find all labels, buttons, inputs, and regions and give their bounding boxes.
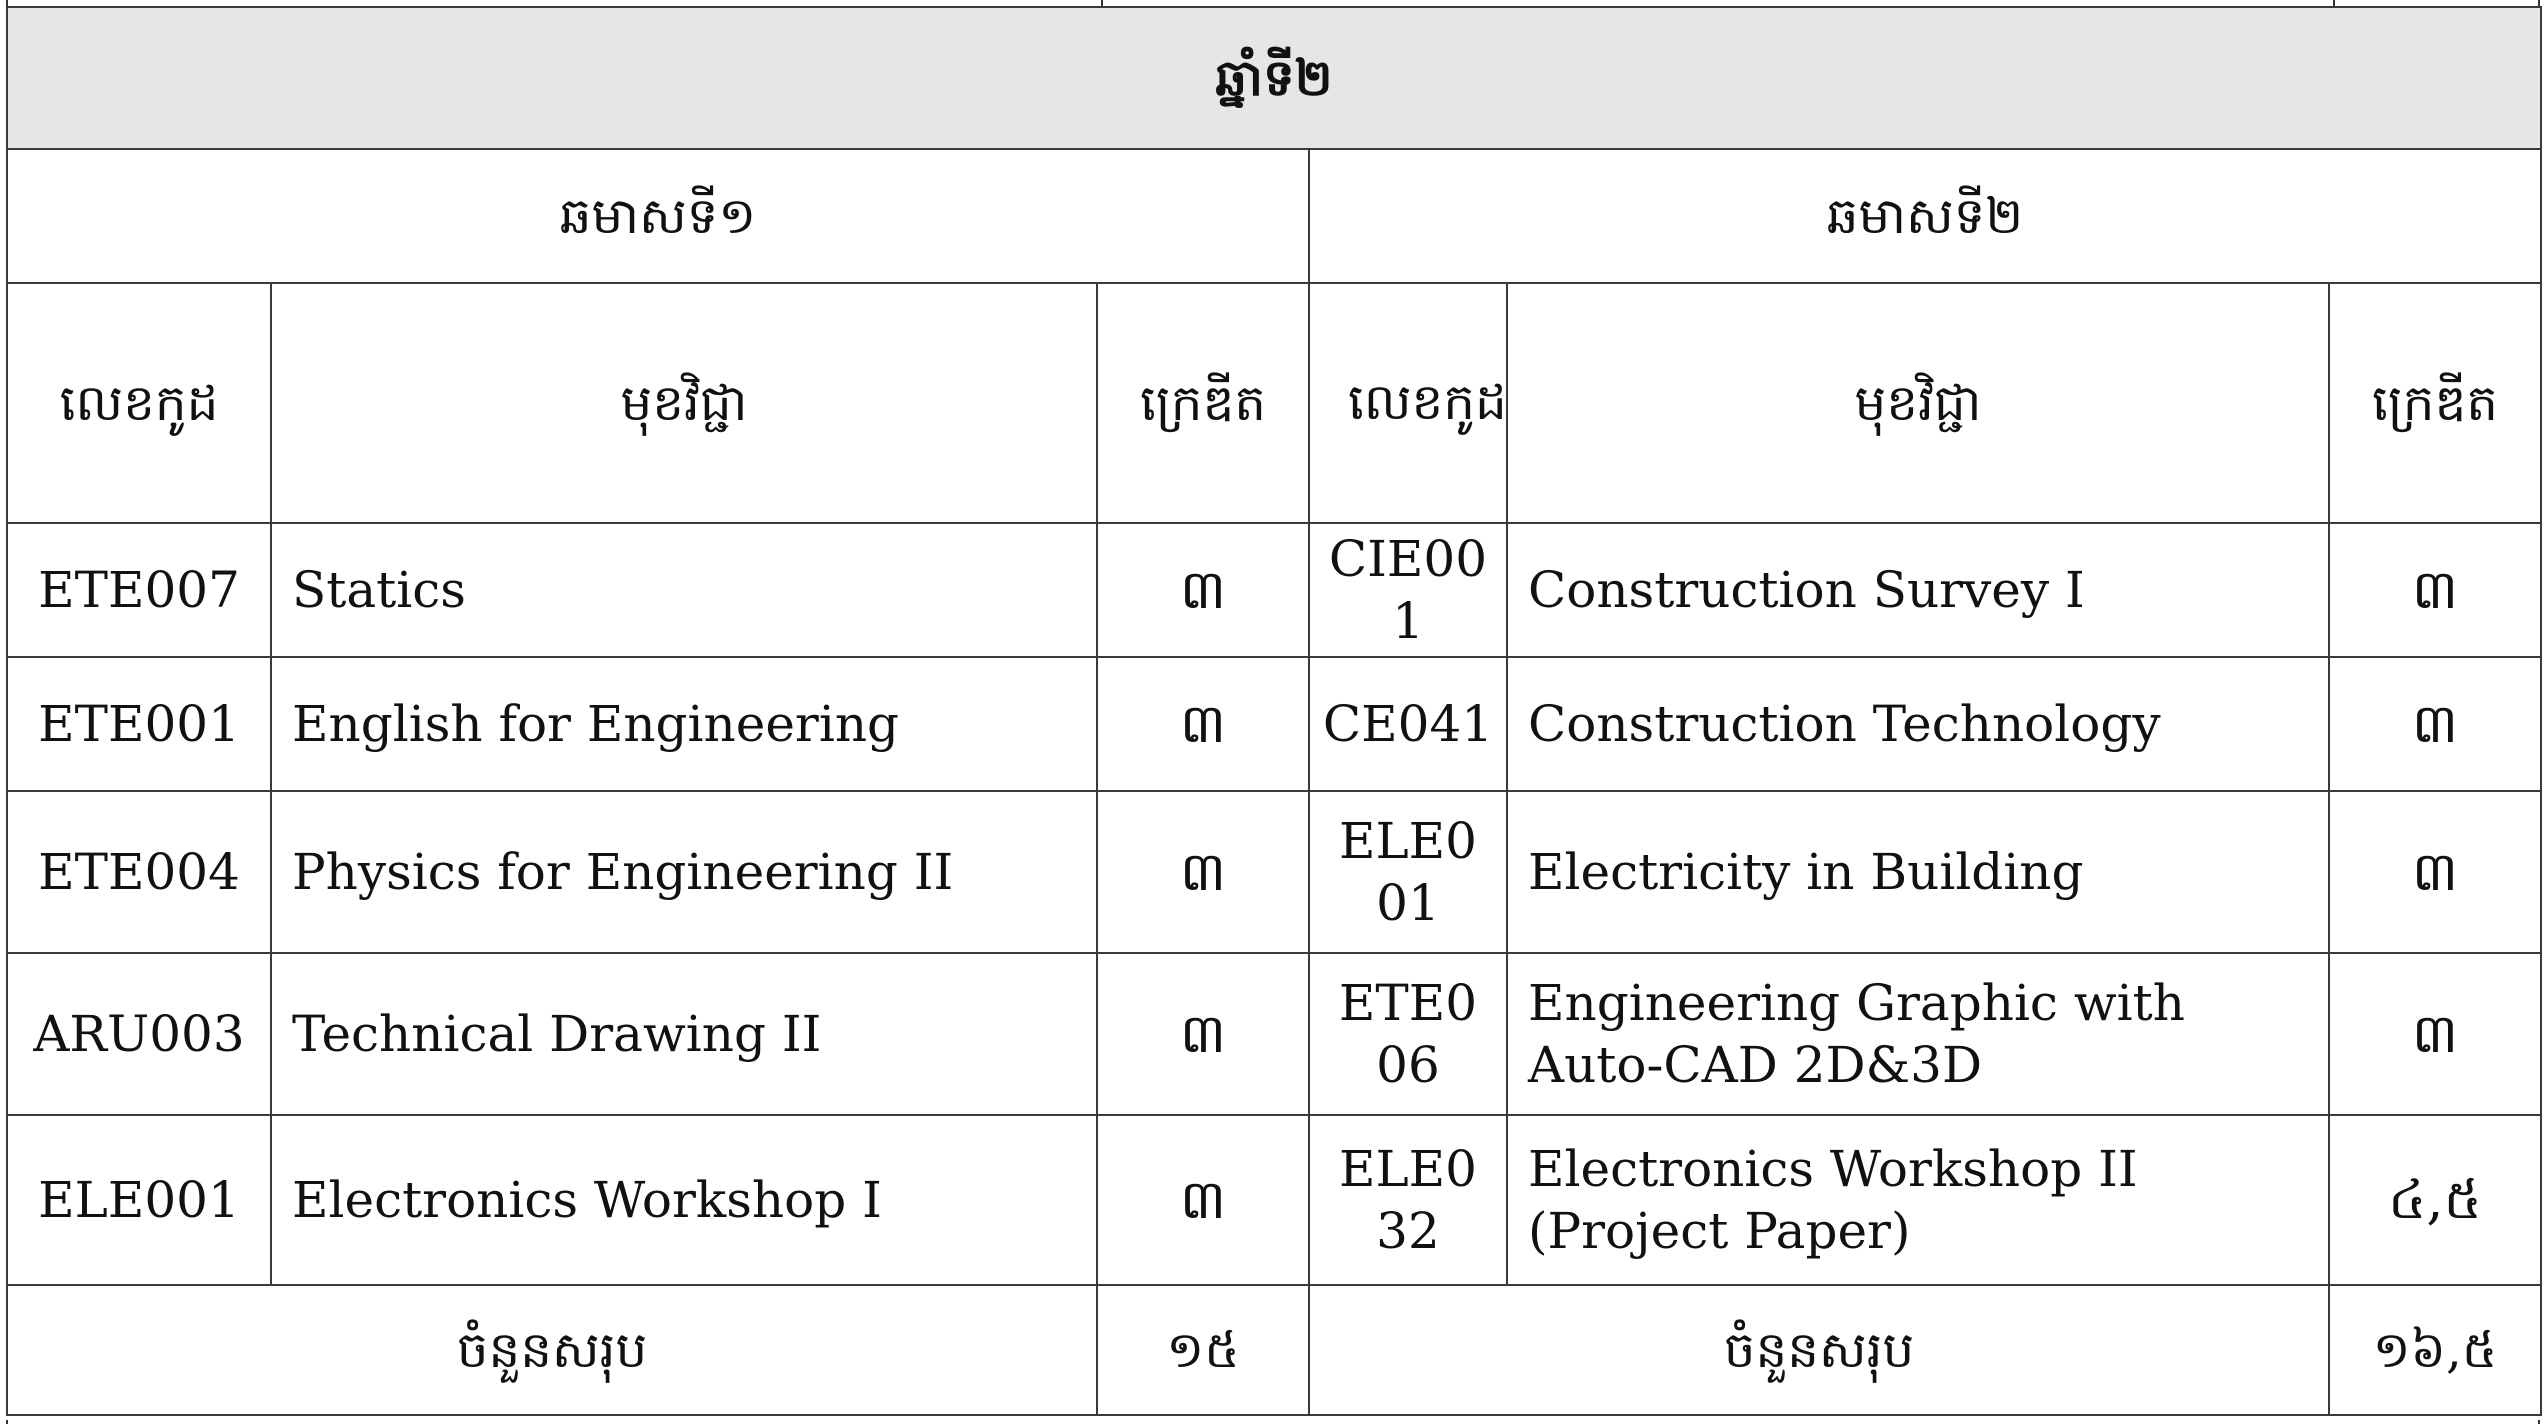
semester-1-total-label: ចំនួនសរុប [7,1285,1097,1415]
table-row [7,1115,2541,1285]
table-row [7,791,2541,953]
next-table-edge [6,1420,2540,1424]
semester-2-subject-header: មុខវិជ្ជា [1507,283,2329,523]
semester-2-credit-header: ក្រេឌីត [2329,283,2541,523]
table-row [7,523,2541,657]
table-row [7,953,2541,1115]
semester-header-row [7,149,2541,283]
course-credit: ៣ [1097,791,1309,953]
course-title: Statics [271,523,1097,657]
semester-2-title: ឆមាសទី២ [1309,149,2541,283]
year-title: ឆ្នាំទី២ [7,7,2541,149]
semester-1-title: ឆមាសទី១ [7,149,1309,283]
course-code-text: ELE032 [1338,1139,1477,1260]
course-code: ARU003 [7,953,271,1115]
semester-2-code-header [1309,283,1507,523]
semester-2-total-label: ចំនួនសរុប [1309,1285,2329,1415]
course-code: CE041 [1309,657,1507,791]
course-credit: ៣ [2329,657,2541,791]
course-code [1309,791,1507,953]
course-code [1309,1115,1507,1285]
course-credit: ៣ [1097,1115,1309,1285]
semester-1-credit-header: ក្រេឌីត [1097,283,1309,523]
course-credit: ៣ [2329,791,2541,953]
course-code [1309,523,1507,657]
course-title: Engineering Graphic with Auto-CAD 2D&3D [1507,953,2329,1115]
semester-1-total-value: ១៥ [1097,1285,1309,1415]
semester-1-code-header: លេខកូដ [7,283,271,523]
curriculum-table [6,6,2542,1416]
course-credit: ៣ [1097,523,1309,657]
course-code: ETE004 [7,791,271,953]
course-title: English for Engineering [271,657,1097,791]
semester-2-code-header-text: លេខកូដ [1348,373,1507,432]
table-row [7,657,2541,791]
course-title: Electronics Workshop II (Project Paper) [1507,1115,2329,1285]
course-title: Construction Technology [1507,657,2329,791]
course-code-text: CIE001 [1328,529,1488,650]
course-credit: ៣ [2329,953,2541,1115]
course-credit: ៣ [1097,657,1309,791]
course-title: Physics for Engineering II [271,791,1097,953]
course-code: ETE001 [7,657,271,791]
course-code: ETE007 [7,523,271,657]
year-header-row [7,7,2541,149]
total-row [7,1285,2541,1415]
course-credit: ៣ [1097,953,1309,1115]
course-code-text: ELE001 [1338,811,1477,932]
course-code: ELE001 [7,1115,271,1285]
semester-2-total-value: ១៦,៥ [2329,1285,2541,1415]
course-credit: ៤,៥ [2329,1115,2541,1285]
course-title: Electronics Workshop I [271,1115,1097,1285]
course-title: Technical Drawing II [271,953,1097,1115]
semester-1-subject-header: មុខវិជ្ជា [271,283,1097,523]
course-title: Construction Survey I [1507,523,2329,657]
course-title: Electricity in Building [1507,791,2329,953]
course-code-text: ETE006 [1338,973,1478,1094]
column-header-row [7,283,2541,523]
course-credit: ៣ [2329,523,2541,657]
course-code [1309,953,1507,1115]
